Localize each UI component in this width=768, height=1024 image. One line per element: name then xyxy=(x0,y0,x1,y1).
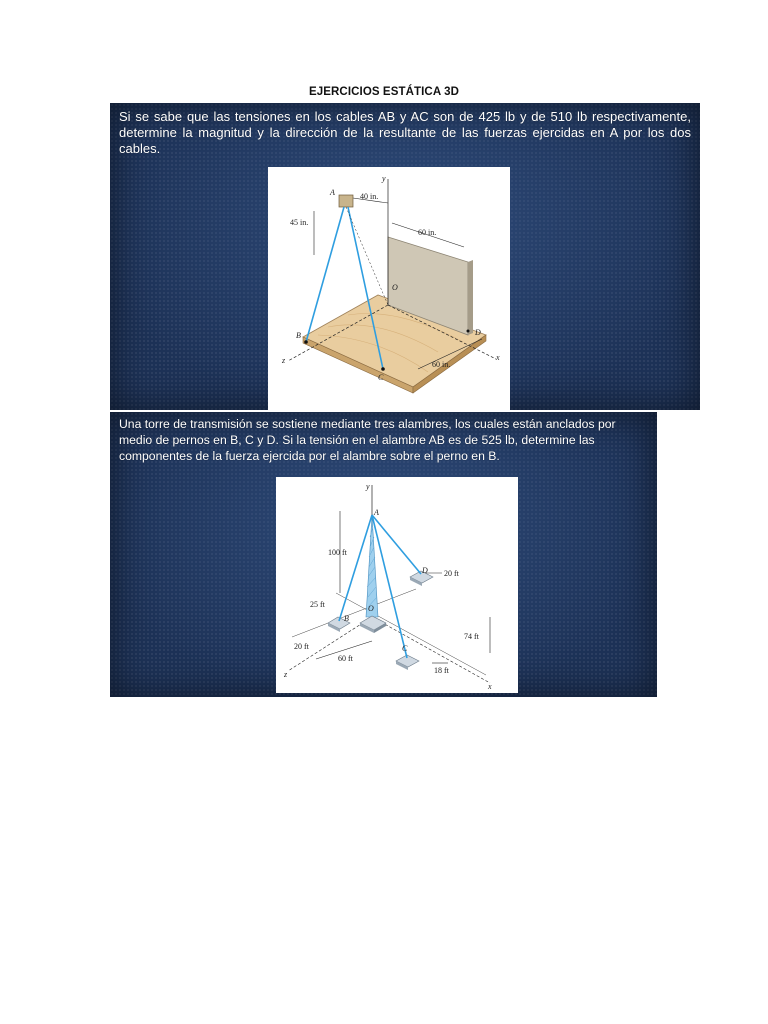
dim-20a-label: 20 ft xyxy=(444,569,459,578)
z-axis-label: z xyxy=(284,670,288,679)
problem-2-text: Una torre de transmisión se sostiene mediante tres alambres, los cuales están anclados por medio de pernos en B, C y D. Si la tensión en el alambre AB es de 525 lb, determine las componentes de la fuerza ejercida por el alambre sobre el perno en B. xyxy=(119,417,616,463)
dim-100-label: 100 ft xyxy=(328,548,347,557)
z-axis-label: z xyxy=(282,356,286,365)
point-c-label: C xyxy=(378,373,384,382)
point-c-label: C xyxy=(402,644,408,653)
base-o xyxy=(360,616,386,633)
point-d-label: D xyxy=(475,328,481,337)
dim-25-label: 25 ft xyxy=(310,600,325,609)
point-b-label: B xyxy=(296,331,301,340)
problem-1-figure xyxy=(268,167,510,410)
page-title: EJERCICIOS ESTÁTICA 3D xyxy=(308,86,460,98)
tower-diagram xyxy=(276,477,518,693)
y-axis-label: y xyxy=(382,174,386,183)
cable-board-diagram xyxy=(268,167,510,410)
problem-2-figure xyxy=(276,477,518,693)
point-a-label: A xyxy=(330,188,335,197)
dim-74-label: 74 ft xyxy=(464,632,479,641)
dim-45-label: 45 in. xyxy=(290,218,309,227)
x-axis-label: x xyxy=(496,353,500,362)
point-d-label: D xyxy=(422,566,428,575)
dim-60-label: 60 ft xyxy=(338,654,353,663)
problem-1-panel xyxy=(110,103,700,410)
problem-2-panel xyxy=(110,412,657,697)
y-axis-label: y xyxy=(366,482,370,491)
origin-o-label: O xyxy=(368,604,374,613)
dim-18-label: 18 ft xyxy=(434,666,449,675)
dim-60a-label: 60 in. xyxy=(418,228,437,237)
dim-20b-label: 20 ft xyxy=(294,642,309,651)
support-block xyxy=(339,195,353,207)
point-b-label: B xyxy=(344,614,349,623)
dim-40-label: 40 in. xyxy=(360,192,379,201)
point-a-label: A xyxy=(374,508,379,517)
dim-60b-label: 60 in. xyxy=(432,360,451,369)
x-axis-label: x xyxy=(488,682,492,691)
problem-1-text: Si se sabe que las tensiones en los cables AB y AC son de 425 lb y de 510 lb respectivamente, determine la magnitud y la dirección de la resultante de las fuerzas ejercidas en A por los dos cables. xyxy=(119,109,691,156)
origin-o-label: O xyxy=(392,283,398,292)
